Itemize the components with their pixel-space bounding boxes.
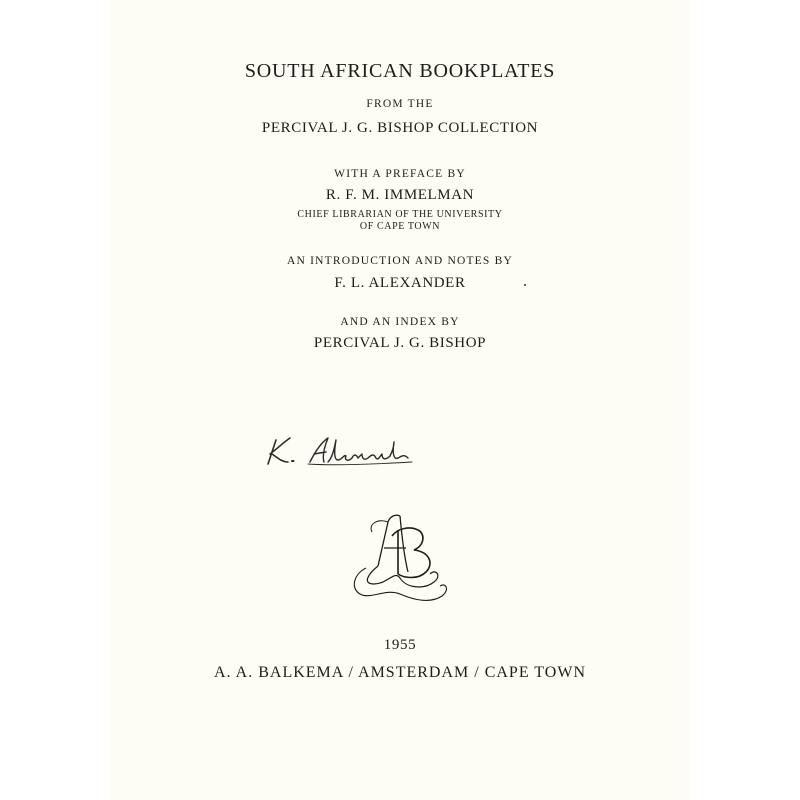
introduction-author: F. L. ALEXANDER: [334, 275, 466, 291]
preface-author-role-line-2: OF CAPE TOWN: [359, 221, 441, 232]
publication-year: 1955: [383, 637, 417, 653]
ink-speck: [524, 284, 526, 286]
preface-label: WITH A PREFACE BY: [334, 168, 466, 180]
from-the-label: FROM THE: [366, 98, 434, 110]
publisher-imprint: A. A. BALKEMA / AMSTERDAM / CAPE TOWN: [214, 664, 586, 681]
handwritten-signature: [258, 428, 418, 472]
preface-author: R. F. M. IMMELMAN: [325, 187, 475, 203]
preface-author-role-line-1: CHIEF LIBRARIAN OF THE UNIVERSITY: [297, 209, 503, 220]
index-label: AND AN INDEX BY: [340, 316, 460, 328]
collection-name: PERCIVAL J. G. BISHOP COLLECTION: [261, 120, 539, 136]
book-title: SOUTH AFRICAN BOOKPLATES: [244, 60, 556, 82]
introduction-label: AN INTRODUCTION AND NOTES BY: [287, 255, 513, 267]
publisher-monogram: [338, 508, 462, 618]
index-author: PERCIVAL J. G. BISHOP: [313, 335, 487, 351]
